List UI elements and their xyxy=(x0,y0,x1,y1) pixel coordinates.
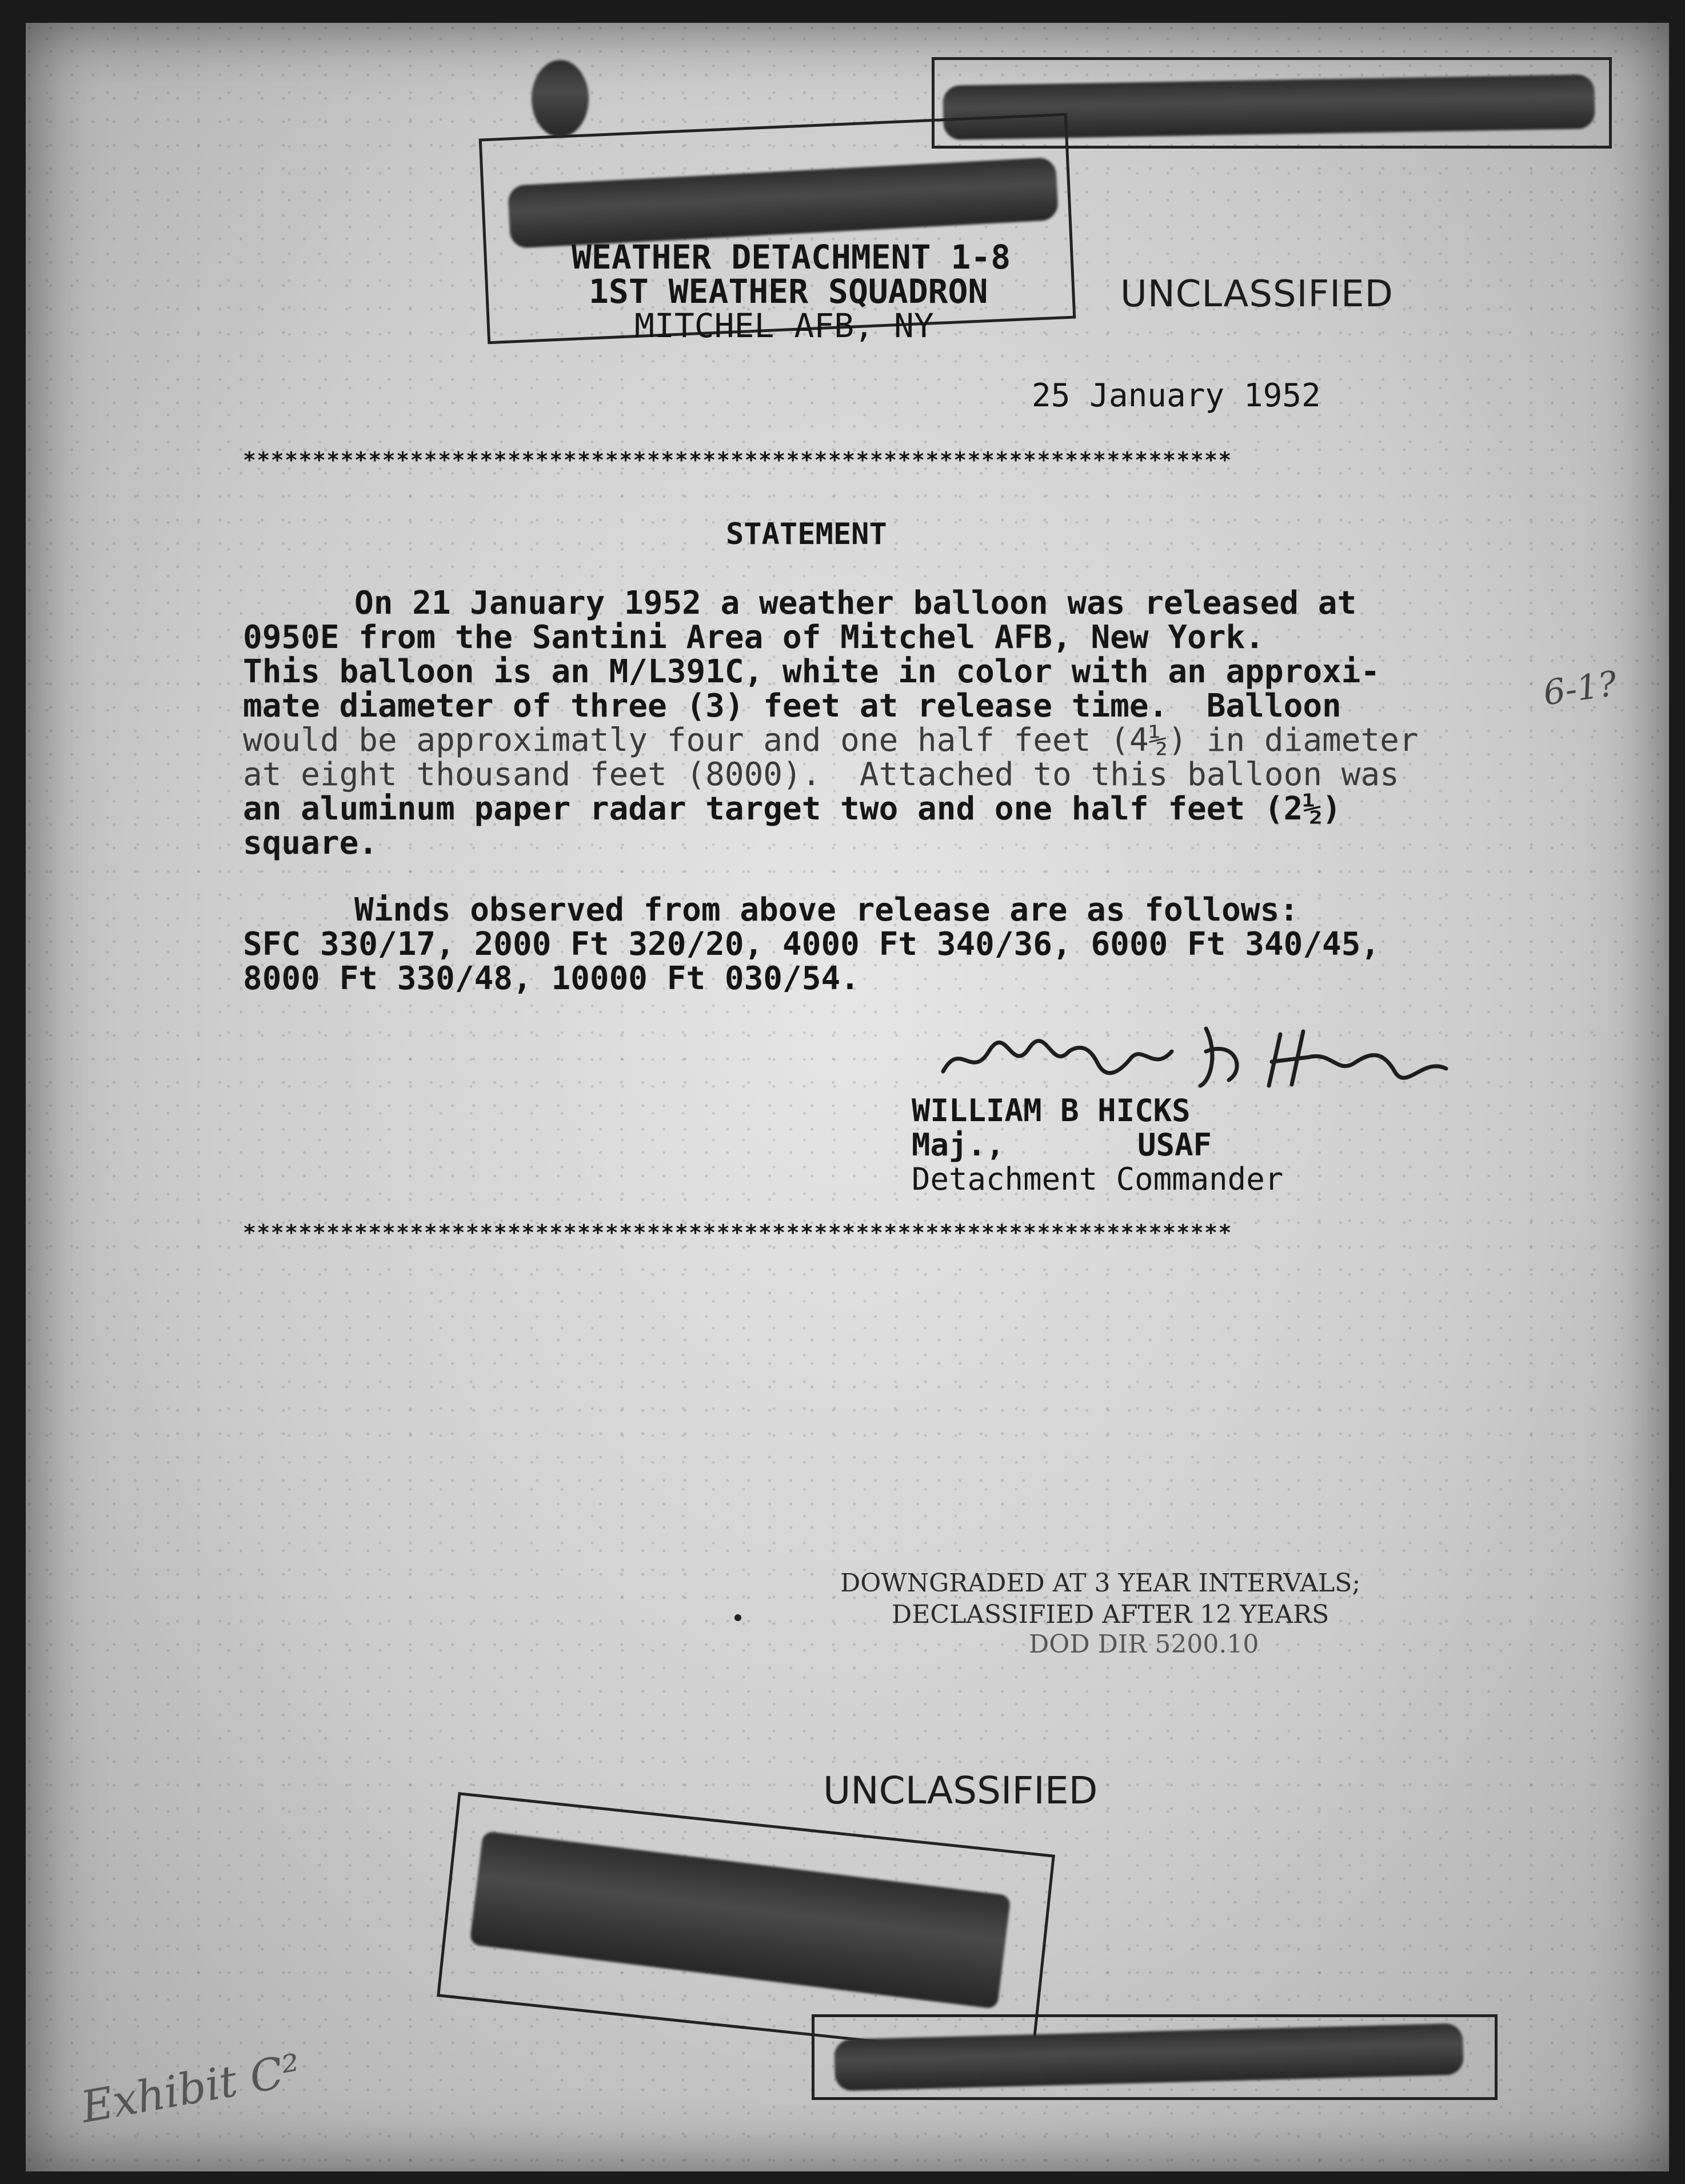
separator-line: *********************************************************************** xyxy=(243,447,1232,473)
body-line: On 21 January 1952 a weather balloon was released at xyxy=(354,585,1357,622)
separator-line: *********************************************************************** xyxy=(243,1220,1232,1245)
ink-blot xyxy=(532,60,589,137)
letterhead-unit: WEATHER DETACHMENT 1-8 xyxy=(572,238,1011,277)
letterhead-squadron: 1ST WEATHER SQUADRON xyxy=(589,272,988,311)
body-line: 8000 Ft 330/48, 10000 Ft 030/54. xyxy=(243,960,860,997)
signer-branch: USAF xyxy=(1137,1127,1212,1163)
body-line: SFC 330/17, 2000 Ft 320/20, 4000 Ft 340/36, 6000 Ft 340/45, xyxy=(243,926,1380,963)
handwritten-signature xyxy=(937,1017,1463,1091)
body-line: This balloon is an M/L391C, white in color with an approxi- xyxy=(243,653,1380,690)
handwritten-margin-note: 6-1? xyxy=(1540,663,1620,714)
body-line: Winds observed from above release are as follows: xyxy=(354,891,1299,929)
signer-title: Detachment Commander xyxy=(912,1161,1284,1197)
letterhead-base: MITCHEL AFB, NY xyxy=(634,306,934,345)
classification-marking-top: UNCLASSIFIED xyxy=(1120,273,1393,315)
document-title: STATEMENT xyxy=(726,517,887,551)
signer-rank: Maj., xyxy=(912,1127,1005,1163)
body-line: square. xyxy=(243,825,378,862)
declassification-line: DOWNGRADED AT 3 YEAR INTERVALS; xyxy=(840,1569,1361,1598)
declassification-line: DOD DIR 5200.10 xyxy=(1029,1630,1259,1659)
body-line: at eight thousand feet (8000). Attached to this balloon was xyxy=(243,756,1399,793)
body-line: 0950E from the Santini Area of Mitchel AFB, New York. xyxy=(243,619,1264,656)
handwritten-exhibit-note: Exhibit C² xyxy=(77,2043,305,2133)
body-line: mate diameter of three (3) feet at release time. Balloon xyxy=(243,687,1341,725)
document-date: 25 January 1952 xyxy=(1032,377,1321,414)
body-line: would be approximatly four and one half feet (4½) in diameter xyxy=(243,722,1419,759)
ink-speck xyxy=(734,1614,741,1621)
signer-name: WILLIAM B HICKS xyxy=(912,1093,1191,1129)
declassification-line: DECLASSIFIED AFTER 12 YEARS xyxy=(892,1600,1329,1629)
classification-marking-bottom: UNCLASSIFIED xyxy=(823,1769,1098,1813)
body-line: an aluminum paper radar target two and one half feet (2½) xyxy=(243,790,1341,827)
